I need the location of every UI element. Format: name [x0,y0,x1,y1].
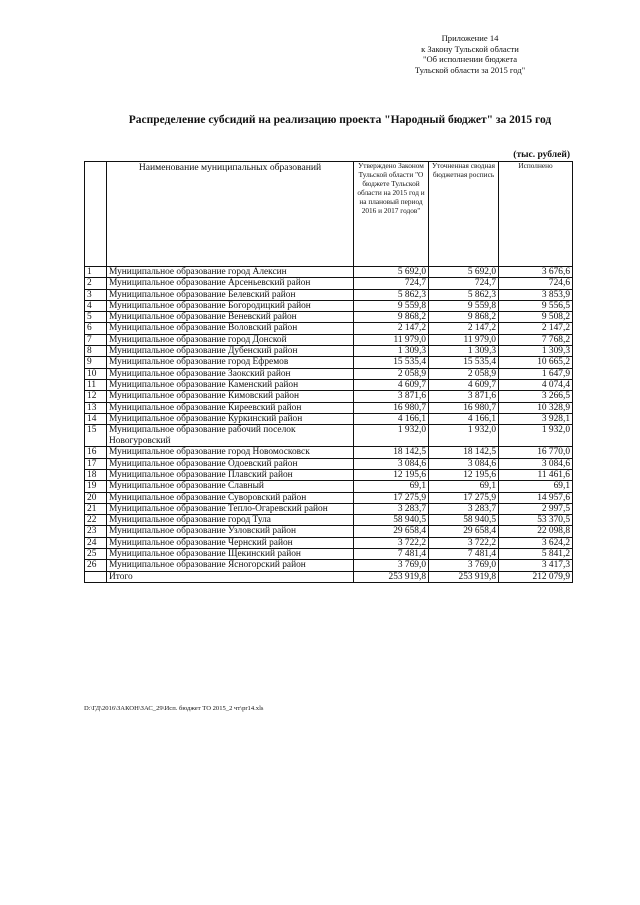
table-row [85,469,573,480]
row-executed: 2 147,2 [499,323,573,334]
row-number: 14 [85,413,107,424]
row-name: Муниципальное образование Чернский район [107,537,354,548]
row-approved: 5 862,3 [354,289,429,300]
row-executed: 3 417,3 [499,560,573,571]
row-revised: 29 658,4 [429,526,499,537]
row-executed: 1 309,3 [499,346,573,357]
row-number: 20 [85,492,107,503]
row-approved: 29 658,4 [354,526,429,537]
row-approved: 4 166,1 [354,413,429,424]
row-revised: 12 195,6 [429,469,499,480]
row-approved: 12 195,6 [354,469,429,480]
row-executed: 10 665,2 [499,357,573,368]
row-executed: 2 997,5 [499,503,573,514]
row-executed: 14 957,6 [499,492,573,503]
row-number: 7 [85,334,107,345]
row-executed: 69,1 [499,481,573,492]
header-revised: Уточненная сводная бюджетная роспись [429,162,499,267]
row-revised: 18 142,5 [429,447,499,458]
row-number: 8 [85,346,107,357]
row-name: Муниципальное образование Арсеньевский район [107,278,354,289]
row-revised: 2 147,2 [429,323,499,334]
table-body [85,267,573,583]
row-name: Муниципальное образование Куркинский район [107,413,354,424]
table-row [85,503,573,514]
appendix-line-3: "Об исполнении бюджета [422,54,518,65]
row-number: 26 [85,560,107,571]
row-revised: 16 980,7 [429,402,499,413]
row-number: 4 [85,300,107,311]
row-number: 18 [85,469,107,480]
table-row [85,323,573,334]
table-row [85,425,573,447]
table-row [85,537,573,548]
table-row [85,391,573,402]
header-approved: Утверждено Законом Тульской области "О бюджете Тульской области на 2015 год и на плановый период 2016 и 2017 годов" [354,162,429,267]
row-approved: 3 871,6 [354,391,429,402]
row-revised: 69,1 [429,481,499,492]
row-number: 21 [85,503,107,514]
table-row [85,346,573,357]
row-approved: 17 275,9 [354,492,429,503]
row-executed: 10 328,9 [499,402,573,413]
row-name: Муниципальное образование Каменский район [107,379,354,390]
file-path-footer: D:\ГД\2016\ЗАКОН\ЗАС_29\Исп. бюджет ТО 2015_2 чт\рr14.xls [84,705,264,712]
table-row [85,447,573,458]
row-approved: 15 535,4 [354,357,429,368]
row-name: Муниципальное образование рабочий поселок Новогуровский [107,425,354,447]
row-number: 17 [85,458,107,469]
table-row [85,458,573,469]
table-row [85,357,573,368]
row-revised: 17 275,9 [429,492,499,503]
row-name: Муниципальное образование Белевский район [107,289,354,300]
row-name: Муниципальное образование Богородицкий район [107,300,354,311]
row-number: 10 [85,368,107,379]
row-revised: 5 862,3 [429,289,499,300]
row-executed: 3 676,6 [499,267,573,278]
row-revised: 4 166,1 [429,413,499,424]
header-number [85,162,107,267]
row-revised: 9 868,2 [429,312,499,323]
row-number: 15 [85,425,107,447]
table-row [85,481,573,492]
row-name: Муниципальное образование Кимовский район [107,391,354,402]
appendix-note [395,33,545,75]
table-row [85,300,573,311]
row-revised: 11 979,0 [429,334,499,345]
row-approved: 724,7 [354,278,429,289]
row-revised: 3 769,0 [429,560,499,571]
row-executed: 9 508,2 [499,312,573,323]
total-revised: 253 919,8 [429,571,499,582]
header-executed: Исполнено [499,162,573,267]
row-approved: 9 868,2 [354,312,429,323]
table-row [85,492,573,503]
row-name: Муниципальное образование город Новомосковск [107,447,354,458]
table-row [85,402,573,413]
row-number: 16 [85,447,107,458]
row-number: 13 [85,402,107,413]
row-number: 25 [85,549,107,560]
table-row [85,379,573,390]
subsidy-table [84,161,573,583]
row-number: 5 [85,312,107,323]
row-revised: 15 535,4 [429,357,499,368]
row-number: 9 [85,357,107,368]
row-approved: 4 609,7 [354,379,429,390]
row-revised: 58 940,5 [429,515,499,526]
total-row [85,571,573,582]
row-revised: 3 283,7 [429,503,499,514]
row-approved: 3 769,0 [354,560,429,571]
row-executed: 7 768,2 [499,334,573,345]
row-revised: 724,7 [429,278,499,289]
row-name: Муниципальное образование Воловский район [107,323,354,334]
row-name: Муниципальное образование Плавский район [107,469,354,480]
row-name: Муниципальное образование город Тула [107,515,354,526]
table-row [85,515,573,526]
row-approved: 69,1 [354,481,429,492]
row-approved: 18 142,5 [354,447,429,458]
row-number: 24 [85,537,107,548]
row-executed: 16 770,0 [499,447,573,458]
table-row [85,368,573,379]
row-approved: 1 309,3 [354,346,429,357]
row-executed: 9 556,5 [499,300,573,311]
row-approved: 3 722,2 [354,537,429,548]
row-revised: 1 309,3 [429,346,499,357]
table-header-row [85,162,573,267]
row-name: Муниципальное образование Дубенский район [107,346,354,357]
table-row [85,549,573,560]
row-number: 22 [85,515,107,526]
row-approved: 7 481,4 [354,549,429,560]
row-number: 3 [85,289,107,300]
row-approved: 3 084,6 [354,458,429,469]
row-executed: 22 098,8 [499,526,573,537]
row-name: Муниципальное образование город Донской [107,334,354,345]
row-revised: 4 609,7 [429,379,499,390]
appendix-line-4: Тульской области за 2015 год" [414,64,526,75]
row-executed: 1 932,0 [499,425,573,447]
table-row [85,278,573,289]
row-name: Муниципальное образование Узловский район [107,526,354,537]
row-number: 1 [85,267,107,278]
row-name: Муниципальное образование Славный [107,481,354,492]
row-approved: 58 940,5 [354,515,429,526]
row-executed: 1 647,9 [499,368,573,379]
row-name: Муниципальное образование Одоевский район [107,458,354,469]
row-name: Муниципальное образование Заокский район [107,368,354,379]
row-approved: 2 058,9 [354,368,429,379]
row-revised: 2 058,9 [429,368,499,379]
row-approved: 9 559,8 [354,300,429,311]
row-approved: 11 979,0 [354,334,429,345]
table-row [85,267,573,278]
table-row [85,526,573,537]
table-row [85,334,573,345]
units-label: (тыс. рублей) [513,150,570,160]
row-executed: 4 074,4 [499,379,573,390]
row-name: Муниципальное образование Ясногорский район [107,560,354,571]
row-number: 12 [85,391,107,402]
appendix-line-2: к Закону Тульской области [421,43,519,54]
row-executed: 3 084,6 [499,458,573,469]
row-executed: 3 266,5 [499,391,573,402]
row-revised: 9 559,8 [429,300,499,311]
total-label: Итого [107,571,354,582]
total-approved: 253 919,8 [354,571,429,582]
row-number: 19 [85,481,107,492]
row-approved: 3 283,7 [354,503,429,514]
table-row [85,413,573,424]
header-name: Наименование муниципальных образований [107,162,354,267]
row-revised: 3 871,6 [429,391,499,402]
row-executed: 3 928,1 [499,413,573,424]
row-name: Муниципальное образование Щекинский район [107,549,354,560]
row-name: Муниципальное образование город Ефремов [107,357,354,368]
table-row [85,560,573,571]
row-name: Муниципальное образование Веневский район [107,312,354,323]
row-executed: 724,6 [499,278,573,289]
row-name: Муниципальное образование Тепло-Огаревский район [107,503,354,514]
appendix-line-1: Приложение 14 [441,33,499,43]
row-approved: 5 692,0 [354,267,429,278]
row-approved: 16 980,7 [354,402,429,413]
row-revised: 3 084,6 [429,458,499,469]
row-name: Муниципальное образование Суворовский район [107,492,354,503]
row-approved: 1 932,0 [354,425,429,447]
row-executed: 3 853,9 [499,289,573,300]
total-number [85,571,107,582]
row-name: Муниципальное образование Киреевский район [107,402,354,413]
row-approved: 2 147,2 [354,323,429,334]
row-revised: 3 722,2 [429,537,499,548]
total-executed: 212 079,9 [499,571,573,582]
row-number: 23 [85,526,107,537]
row-name: Муниципальное образование город Алексин [107,267,354,278]
table-row [85,289,573,300]
row-revised: 7 481,4 [429,549,499,560]
row-executed: 5 841,2 [499,549,573,560]
document-title: Распределение субсидий на реализацию проекта "Народный бюджет" за 2015 год [128,114,552,126]
row-revised: 5 692,0 [429,267,499,278]
row-number: 2 [85,278,107,289]
table-row [85,312,573,323]
row-number: 6 [85,323,107,334]
row-executed: 53 370,5 [499,515,573,526]
row-executed: 3 624,2 [499,537,573,548]
row-revised: 1 932,0 [429,425,499,447]
row-number: 11 [85,379,107,390]
row-executed: 11 461,6 [499,469,573,480]
